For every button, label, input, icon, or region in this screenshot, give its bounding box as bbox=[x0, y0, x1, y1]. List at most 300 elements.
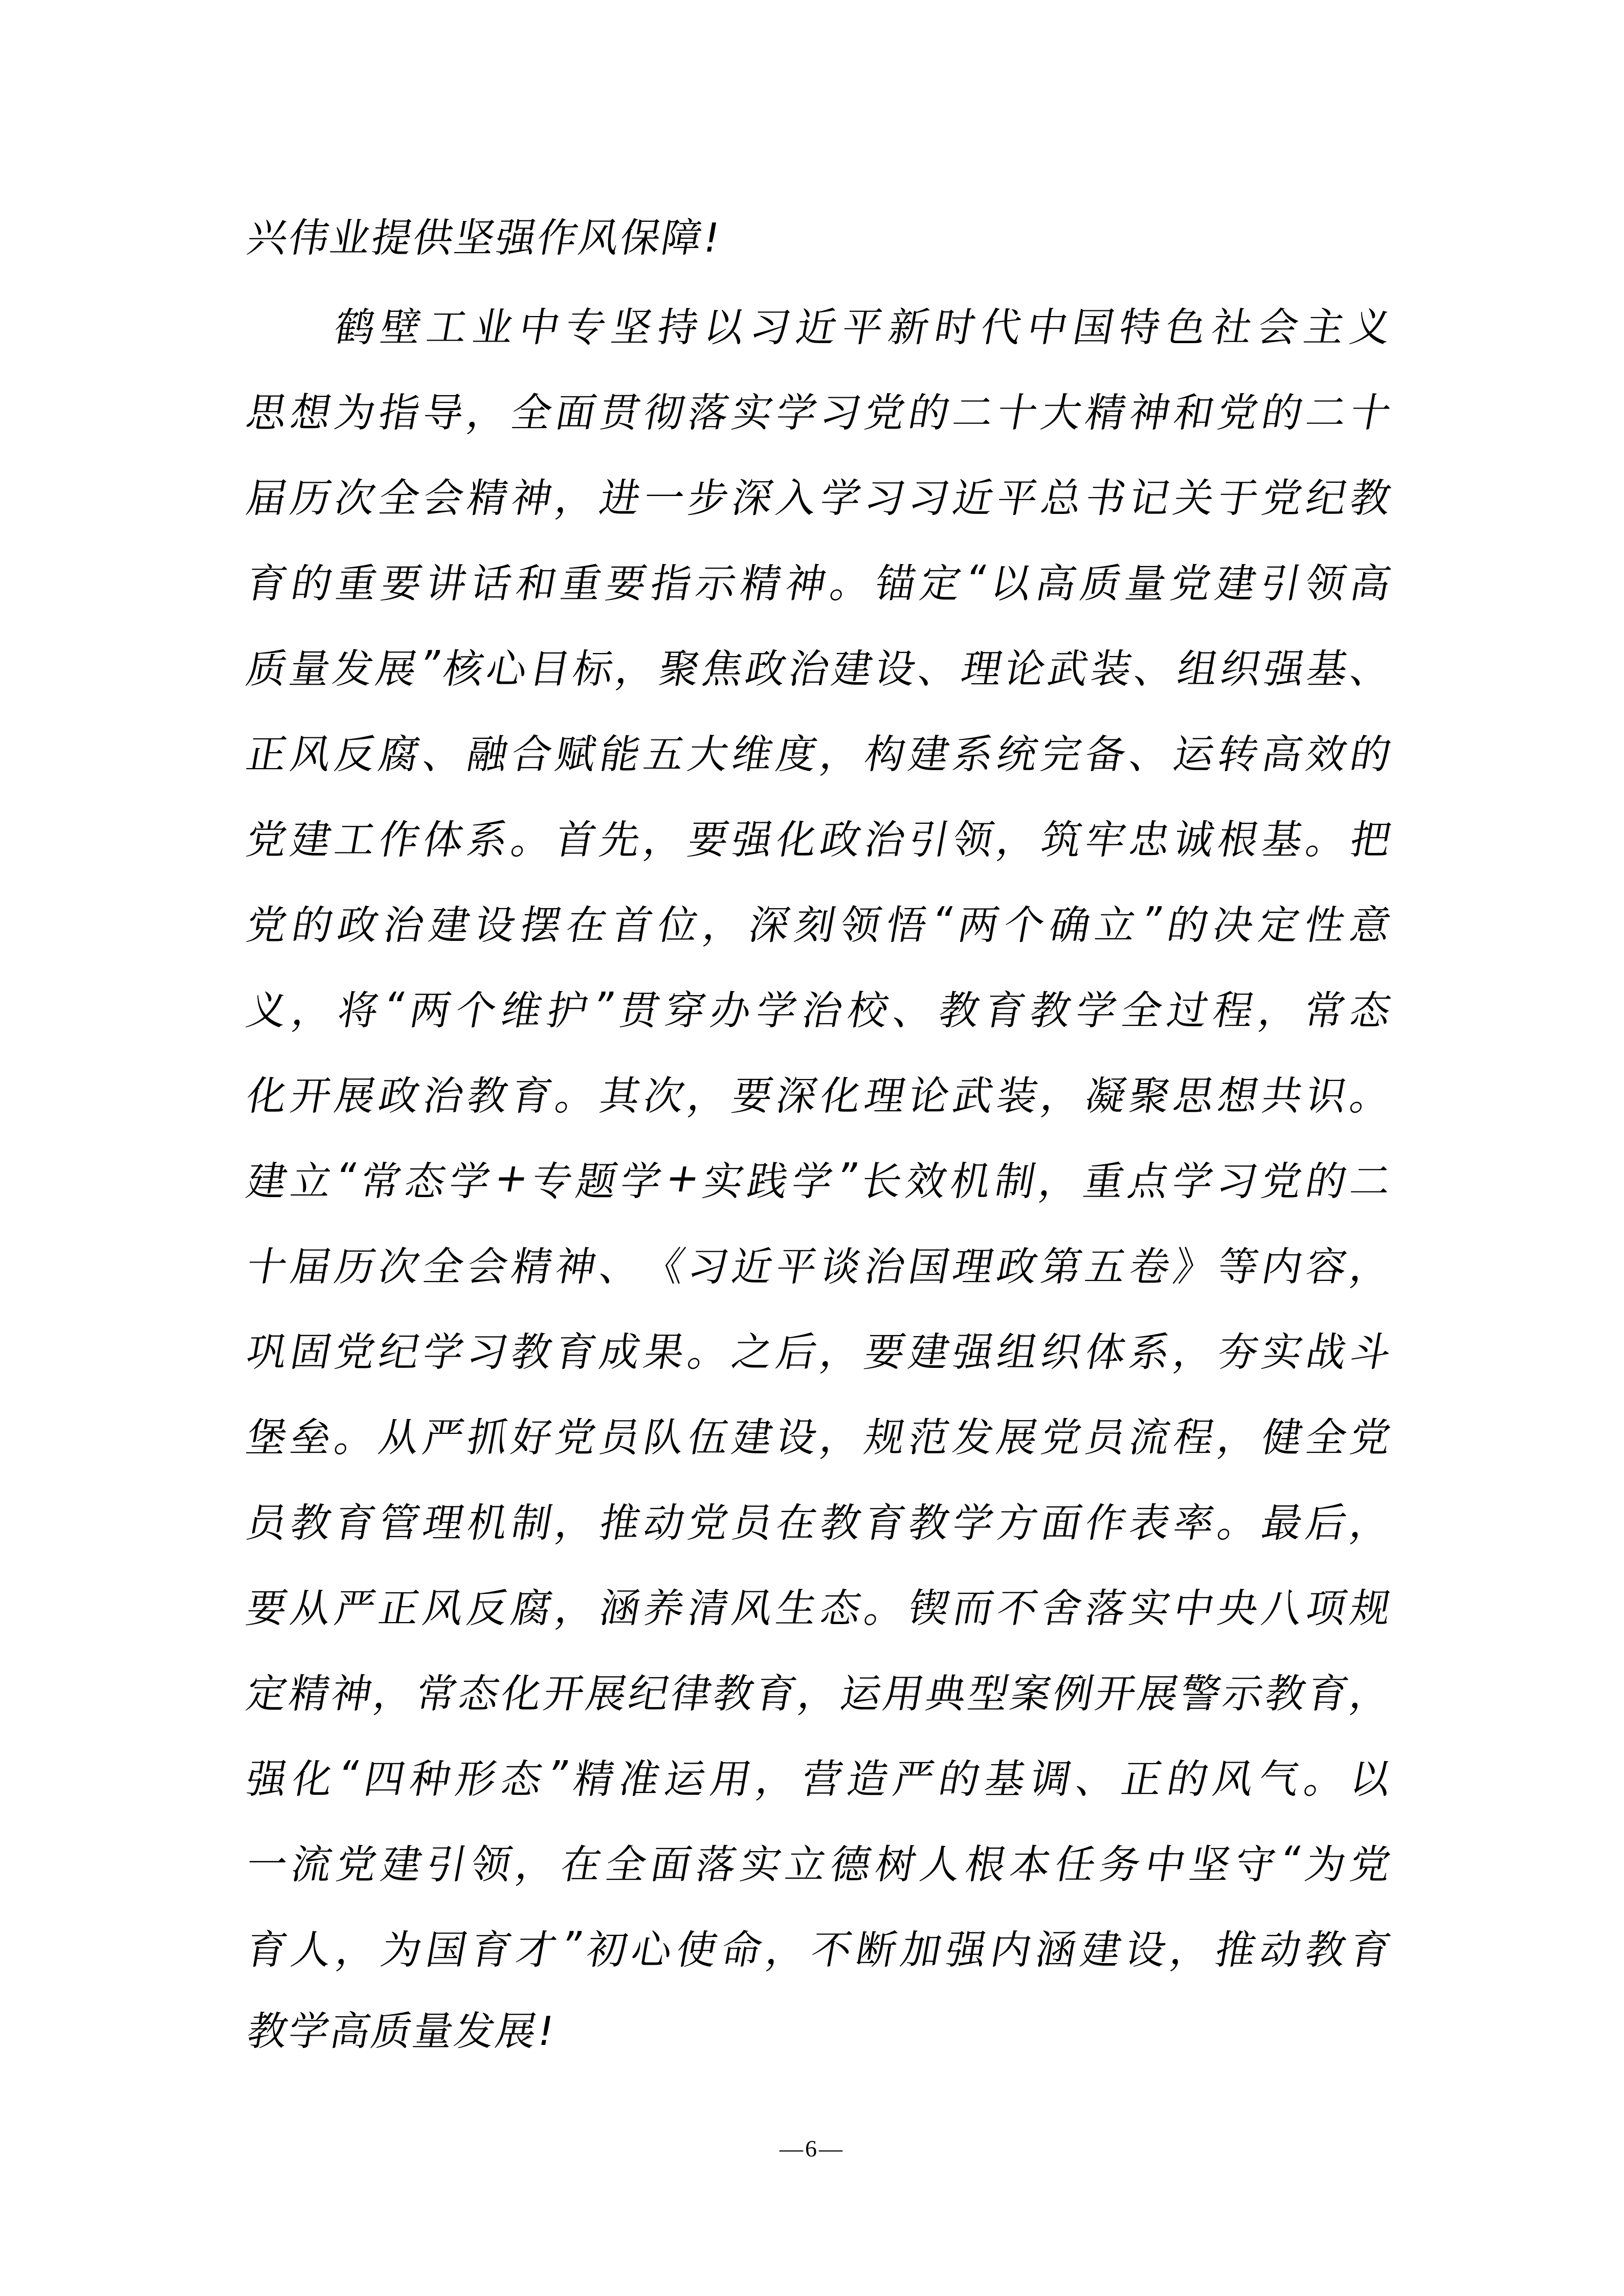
char: 习 bbox=[746, 304, 795, 351]
char: 人 bbox=[917, 1841, 965, 1888]
char: 正 bbox=[242, 731, 291, 778]
char: 开 bbox=[540, 1671, 588, 1717]
char: 统 bbox=[993, 731, 1042, 778]
char: 精 bbox=[463, 475, 512, 522]
char: 党 bbox=[1346, 1414, 1395, 1461]
char: 的 bbox=[905, 390, 953, 436]
char: ， bbox=[552, 475, 600, 522]
char: 赋 bbox=[552, 731, 600, 778]
char: 展 bbox=[993, 1414, 1042, 1461]
char: 谈 bbox=[816, 1244, 865, 1290]
char: 。 bbox=[1301, 1756, 1349, 1803]
char: 学 bbox=[1169, 1158, 1217, 1205]
char: 后 bbox=[1302, 1500, 1351, 1546]
char: 发 bbox=[329, 646, 377, 692]
char: ” bbox=[833, 1155, 862, 1201]
char: 教 bbox=[905, 1500, 953, 1546]
char: 学 bbox=[772, 390, 821, 436]
char: 健 bbox=[1258, 1414, 1306, 1461]
char: 、 bbox=[596, 1244, 644, 1290]
char: 第 bbox=[1037, 1244, 1086, 1290]
char: 建 bbox=[1077, 1927, 1125, 1973]
char: 严 bbox=[419, 1414, 468, 1461]
char: 反 bbox=[463, 1585, 512, 1632]
char: 学 bbox=[949, 1500, 997, 1546]
char: 想 bbox=[1214, 1073, 1262, 1119]
char: 组 bbox=[1173, 646, 1222, 692]
char: 面 bbox=[552, 390, 600, 436]
char: 理 bbox=[958, 646, 1006, 692]
char: 质 bbox=[242, 646, 291, 692]
char: 制 bbox=[507, 1500, 556, 1546]
text-line bbox=[240, 452, 1398, 537]
char: 化 bbox=[242, 1073, 291, 1119]
page-number: —6— bbox=[780, 2135, 844, 2162]
char: 贯 bbox=[615, 987, 664, 1034]
char: 党 bbox=[332, 1841, 381, 1888]
char: 典 bbox=[922, 1671, 970, 1717]
text-line bbox=[240, 537, 1398, 623]
char: 题 bbox=[572, 1158, 621, 1205]
text-line bbox=[240, 1733, 1398, 1818]
char: 准 bbox=[615, 1756, 664, 1803]
char: 四 bbox=[361, 1756, 409, 1803]
char: 示 bbox=[1219, 1671, 1267, 1717]
char: 贯 bbox=[596, 390, 644, 436]
char: 守 bbox=[1231, 1841, 1279, 1888]
char: 大 bbox=[1037, 390, 1086, 436]
char: 讲 bbox=[422, 560, 471, 607]
char: 育 bbox=[1346, 1927, 1395, 1973]
char: 引 bbox=[905, 817, 953, 863]
char: 态 bbox=[498, 1756, 546, 1803]
char: 纪 bbox=[375, 1329, 424, 1376]
char: 届 bbox=[287, 1244, 336, 1290]
char: 育 bbox=[981, 987, 1029, 1034]
char: 决 bbox=[1209, 902, 1258, 949]
char: 目 bbox=[526, 646, 574, 692]
char: 近 bbox=[728, 1244, 777, 1290]
char: 好 bbox=[507, 1414, 556, 1461]
char: 制 bbox=[991, 1158, 1039, 1205]
char: 党 bbox=[1037, 1414, 1086, 1461]
char: 内 bbox=[987, 1927, 1035, 1973]
char: 近 bbox=[949, 475, 997, 522]
char: 开 bbox=[287, 1073, 336, 1119]
char: 忠 bbox=[1126, 817, 1174, 863]
char: 学 bbox=[1072, 987, 1121, 1034]
char: 在 bbox=[563, 902, 611, 949]
char: 组 bbox=[993, 1329, 1042, 1376]
char: 常 bbox=[412, 1671, 461, 1717]
char: 历 bbox=[331, 1244, 380, 1290]
char: 管 bbox=[375, 1500, 424, 1546]
char: 最 bbox=[1258, 1500, 1306, 1546]
char: 卷 bbox=[1126, 1244, 1174, 1290]
char: 堡 bbox=[242, 1414, 291, 1461]
char: 工 bbox=[331, 817, 380, 863]
char: 长 bbox=[858, 1158, 906, 1205]
char: 。 bbox=[861, 1585, 909, 1632]
char: 要 bbox=[377, 560, 426, 607]
char: 系 bbox=[463, 817, 512, 863]
char: 精 bbox=[570, 1756, 618, 1803]
char: 坚 bbox=[608, 304, 656, 351]
char: 育 bbox=[552, 1329, 600, 1376]
char: 首 bbox=[608, 902, 657, 949]
char: 聚 bbox=[655, 646, 704, 692]
char: 一 bbox=[640, 475, 688, 522]
char: 建 bbox=[1212, 560, 1260, 607]
char: 合 bbox=[507, 731, 556, 778]
text-line bbox=[240, 1562, 1398, 1648]
char: 基 bbox=[981, 1756, 1029, 1803]
char: 代 bbox=[977, 304, 1026, 351]
char: 学 bbox=[446, 1158, 494, 1205]
char: 展 bbox=[582, 1671, 631, 1717]
char: 次 bbox=[640, 1073, 688, 1119]
char: 风 bbox=[419, 1585, 468, 1632]
char: 于 bbox=[1214, 475, 1262, 522]
char: 领 bbox=[1301, 560, 1350, 607]
char: 性 bbox=[1301, 902, 1349, 949]
char: 动 bbox=[1256, 1927, 1305, 1973]
char: 平 bbox=[772, 1244, 821, 1290]
char: 神 bbox=[327, 1671, 376, 1717]
char: ， bbox=[1346, 1671, 1395, 1717]
char: “ bbox=[332, 1155, 362, 1201]
char: 护 bbox=[543, 987, 592, 1034]
char: 人 bbox=[287, 1927, 336, 1973]
char: ， bbox=[699, 902, 748, 949]
char: ， bbox=[640, 817, 688, 863]
char: ， bbox=[612, 646, 661, 692]
char: 反 bbox=[331, 731, 380, 778]
char: 教 bbox=[1261, 1671, 1310, 1717]
char: 风 bbox=[728, 1585, 777, 1632]
char: 为 bbox=[331, 390, 380, 436]
char: 程 bbox=[1209, 987, 1258, 1034]
char: 全 bbox=[1118, 987, 1166, 1034]
char: 立 bbox=[1092, 902, 1140, 949]
char: ， bbox=[762, 1927, 811, 1973]
char: ” bbox=[589, 984, 619, 1030]
text-line bbox=[240, 1050, 1398, 1135]
char: 十 bbox=[1346, 390, 1395, 436]
char: 深 bbox=[772, 1073, 821, 1119]
char: ， bbox=[1035, 1158, 1084, 1205]
char: 动 bbox=[640, 1500, 688, 1546]
char: 教 bbox=[287, 1500, 336, 1546]
char: 专 bbox=[528, 1158, 576, 1205]
char: 命 bbox=[718, 1927, 766, 1973]
text-line bbox=[240, 1477, 1398, 1562]
char: 体 bbox=[419, 817, 468, 863]
char: 习 bbox=[861, 475, 909, 522]
char: 领 bbox=[836, 902, 885, 949]
char: 态 bbox=[1346, 987, 1395, 1034]
char: 的 bbox=[1258, 390, 1306, 436]
char: 专 bbox=[562, 304, 610, 351]
char: 步 bbox=[684, 475, 732, 522]
char: 心 bbox=[628, 1927, 676, 1973]
char: “ bbox=[335, 1752, 364, 1799]
char: 设 bbox=[471, 902, 520, 949]
char: 刻 bbox=[791, 902, 839, 949]
char: 二 bbox=[1302, 390, 1351, 436]
char: 实 bbox=[737, 1841, 785, 1888]
char: 过 bbox=[1164, 987, 1212, 1034]
char: 德 bbox=[827, 1841, 875, 1888]
char: 治 bbox=[861, 1244, 909, 1290]
text-line bbox=[240, 1648, 1398, 1733]
char: 基 bbox=[1258, 817, 1306, 863]
char: 全 bbox=[507, 390, 556, 436]
char: 的 bbox=[1346, 731, 1395, 778]
char: 纪 bbox=[1302, 475, 1351, 522]
char: 加 bbox=[897, 1927, 946, 1973]
char: 生 bbox=[772, 1585, 821, 1632]
char: 落 bbox=[692, 1841, 740, 1888]
char: 鹤 bbox=[330, 304, 379, 351]
char: 牢 bbox=[1081, 817, 1130, 863]
char: 建 bbox=[905, 731, 953, 778]
char: 和 bbox=[512, 560, 561, 607]
char: 完 bbox=[1037, 731, 1086, 778]
char: ， bbox=[552, 1585, 600, 1632]
char: 以 bbox=[1346, 1756, 1395, 1803]
char: 彻 bbox=[640, 390, 688, 436]
char: 精 bbox=[285, 1671, 333, 1717]
char: 深 bbox=[728, 475, 777, 522]
char: 导 bbox=[419, 390, 468, 436]
char: 等 bbox=[1214, 1244, 1262, 1290]
char: 高 bbox=[1258, 731, 1306, 778]
char: 平 bbox=[838, 304, 887, 351]
char: 中 bbox=[1170, 1585, 1218, 1632]
char: 识 bbox=[1302, 1073, 1351, 1119]
char: 涵 bbox=[596, 1585, 644, 1632]
char: 根 bbox=[1214, 817, 1262, 863]
char: 方 bbox=[993, 1500, 1042, 1546]
char: 建 bbox=[426, 902, 474, 949]
char: 义 bbox=[242, 987, 291, 1034]
char: ， bbox=[463, 390, 512, 436]
char: 规 bbox=[861, 1414, 909, 1461]
char: 率 bbox=[1170, 1500, 1218, 1546]
char: 领 bbox=[467, 1841, 516, 1888]
char: 政 bbox=[375, 1073, 424, 1119]
char: 机 bbox=[463, 1500, 512, 1546]
char: 流 bbox=[1126, 1414, 1174, 1461]
char: 高 bbox=[1346, 560, 1395, 607]
char: 党 bbox=[1167, 560, 1215, 607]
char: 种 bbox=[406, 1756, 455, 1803]
char: 化 bbox=[816, 1073, 865, 1119]
char: 在 bbox=[772, 1500, 821, 1546]
char: 党 bbox=[331, 1329, 380, 1376]
char: 中 bbox=[1141, 1841, 1189, 1888]
char: 强 bbox=[942, 1927, 991, 1973]
char: 书 bbox=[1081, 475, 1130, 522]
char: 穿 bbox=[661, 987, 709, 1034]
char: ” bbox=[1138, 898, 1167, 945]
char: 量 bbox=[1122, 560, 1170, 607]
char: 发 bbox=[949, 1414, 997, 1461]
char: 政 bbox=[742, 646, 790, 692]
char: 关 bbox=[1170, 475, 1218, 522]
char: ， bbox=[816, 1329, 865, 1376]
char: 习 bbox=[905, 475, 953, 522]
char: 确 bbox=[1045, 902, 1094, 949]
char: 要 bbox=[242, 1585, 291, 1632]
char: 效 bbox=[902, 1158, 950, 1205]
char: 党 bbox=[242, 902, 291, 949]
char: 《 bbox=[640, 1244, 688, 1290]
char: 织 bbox=[1037, 1329, 1086, 1376]
char: 为 bbox=[1301, 1841, 1350, 1888]
char: 从 bbox=[375, 1414, 424, 1461]
char: 斗 bbox=[1346, 1329, 1395, 1376]
char: 坚 bbox=[1186, 1841, 1234, 1888]
char: 社 bbox=[1208, 304, 1256, 351]
char: ， bbox=[993, 817, 1042, 863]
char: 态 bbox=[455, 1671, 503, 1717]
char: 建 bbox=[287, 817, 336, 863]
char: 腐 bbox=[507, 1585, 556, 1632]
char: 理 bbox=[949, 1244, 997, 1290]
char: 建 bbox=[828, 646, 877, 692]
char: 要 bbox=[602, 560, 651, 607]
char: 入 bbox=[772, 475, 821, 522]
char: 程 bbox=[1170, 1414, 1218, 1461]
char: 营 bbox=[798, 1756, 847, 1803]
char: 校 bbox=[844, 987, 892, 1034]
char: 的 bbox=[287, 560, 336, 607]
char: 的 bbox=[288, 902, 337, 949]
char: ， bbox=[332, 1927, 381, 1973]
text-line bbox=[240, 1904, 1398, 1989]
char: 立 bbox=[287, 1158, 336, 1205]
char: 八 bbox=[1258, 1585, 1306, 1632]
char: 治 bbox=[380, 902, 428, 949]
char: 高 bbox=[1032, 560, 1080, 607]
char: 从 bbox=[287, 1585, 336, 1632]
char: 量 bbox=[286, 646, 335, 692]
char: 容 bbox=[1302, 1244, 1351, 1290]
char: 系 bbox=[949, 731, 997, 778]
char: 根 bbox=[961, 1841, 1010, 1888]
char: 的 bbox=[1302, 1158, 1350, 1205]
char: 本 bbox=[1006, 1841, 1055, 1888]
char: 次 bbox=[331, 475, 380, 522]
char: 筑 bbox=[1037, 817, 1086, 863]
char: 要 bbox=[861, 1329, 909, 1376]
char: 位 bbox=[654, 902, 702, 949]
char: 初 bbox=[583, 1927, 631, 1973]
char: 工 bbox=[423, 304, 472, 351]
char: 强 bbox=[1260, 646, 1308, 692]
char: 育 bbox=[752, 1671, 800, 1717]
char: 》 bbox=[1170, 1244, 1218, 1290]
char: 战 bbox=[1302, 1329, 1351, 1376]
char: 任 bbox=[1051, 1841, 1100, 1888]
text-line bbox=[240, 794, 1398, 879]
char: ， bbox=[1346, 1244, 1395, 1290]
char: 主 bbox=[1300, 304, 1349, 351]
char: 推 bbox=[1212, 1927, 1260, 1973]
char: 建 bbox=[377, 1841, 426, 1888]
char: 武 bbox=[949, 1073, 997, 1119]
char: 党 bbox=[242, 817, 291, 863]
char: ， bbox=[1037, 1073, 1086, 1119]
char: “ bbox=[962, 557, 991, 603]
char: 气 bbox=[1255, 1756, 1303, 1803]
char: 中 bbox=[515, 304, 564, 351]
char: 用 bbox=[707, 1756, 755, 1803]
char: 进 bbox=[596, 475, 644, 522]
char: 案 bbox=[1007, 1671, 1055, 1717]
char: 抓 bbox=[463, 1414, 512, 1461]
char: 严 bbox=[889, 1756, 938, 1803]
char: 定 bbox=[1255, 902, 1303, 949]
char: 警 bbox=[1176, 1671, 1225, 1717]
char: ” bbox=[558, 1923, 587, 1970]
char: 维 bbox=[728, 731, 777, 778]
char: 二 bbox=[949, 390, 997, 436]
char: 效 bbox=[1302, 731, 1351, 778]
char: ， bbox=[370, 1671, 418, 1717]
char: 质 bbox=[1077, 560, 1125, 607]
char: 深 bbox=[745, 902, 794, 949]
char: 以 bbox=[987, 560, 1035, 607]
char: 风 bbox=[287, 731, 336, 778]
document-body-text bbox=[242, 196, 1395, 2075]
text-line bbox=[240, 1391, 1398, 1477]
char: 范 bbox=[905, 1414, 953, 1461]
char: 员 bbox=[728, 1500, 777, 1546]
char: 思 bbox=[1170, 1073, 1218, 1119]
char: 流 bbox=[287, 1841, 336, 1888]
char: 习 bbox=[816, 390, 865, 436]
char: 转 bbox=[1214, 731, 1262, 778]
char: 建 bbox=[242, 1158, 291, 1205]
char: 标 bbox=[569, 646, 617, 692]
char: 引 bbox=[1256, 560, 1305, 607]
char: 育 bbox=[331, 1500, 380, 1546]
char: 树 bbox=[872, 1841, 920, 1888]
char: 教 bbox=[1301, 1927, 1350, 1973]
char: 造 bbox=[844, 1756, 892, 1803]
char: 思 bbox=[242, 390, 291, 436]
char: 融 bbox=[463, 731, 512, 778]
char: 项 bbox=[1302, 1585, 1351, 1632]
char: 践 bbox=[744, 1158, 792, 1205]
char: 党 bbox=[552, 1414, 600, 1461]
char: 把 bbox=[1346, 817, 1395, 863]
char: 织 bbox=[1217, 646, 1265, 692]
text-line bbox=[240, 1135, 1398, 1221]
char: 政 bbox=[334, 902, 383, 949]
char: 教 bbox=[816, 1500, 865, 1546]
char: 引 bbox=[422, 1841, 471, 1888]
char: 构 bbox=[861, 731, 909, 778]
char: 首 bbox=[552, 817, 600, 863]
char: 建 bbox=[728, 1414, 777, 1461]
char: 育 bbox=[507, 1073, 556, 1119]
char: 育 bbox=[467, 1927, 516, 1973]
char: ， bbox=[816, 1414, 865, 1461]
